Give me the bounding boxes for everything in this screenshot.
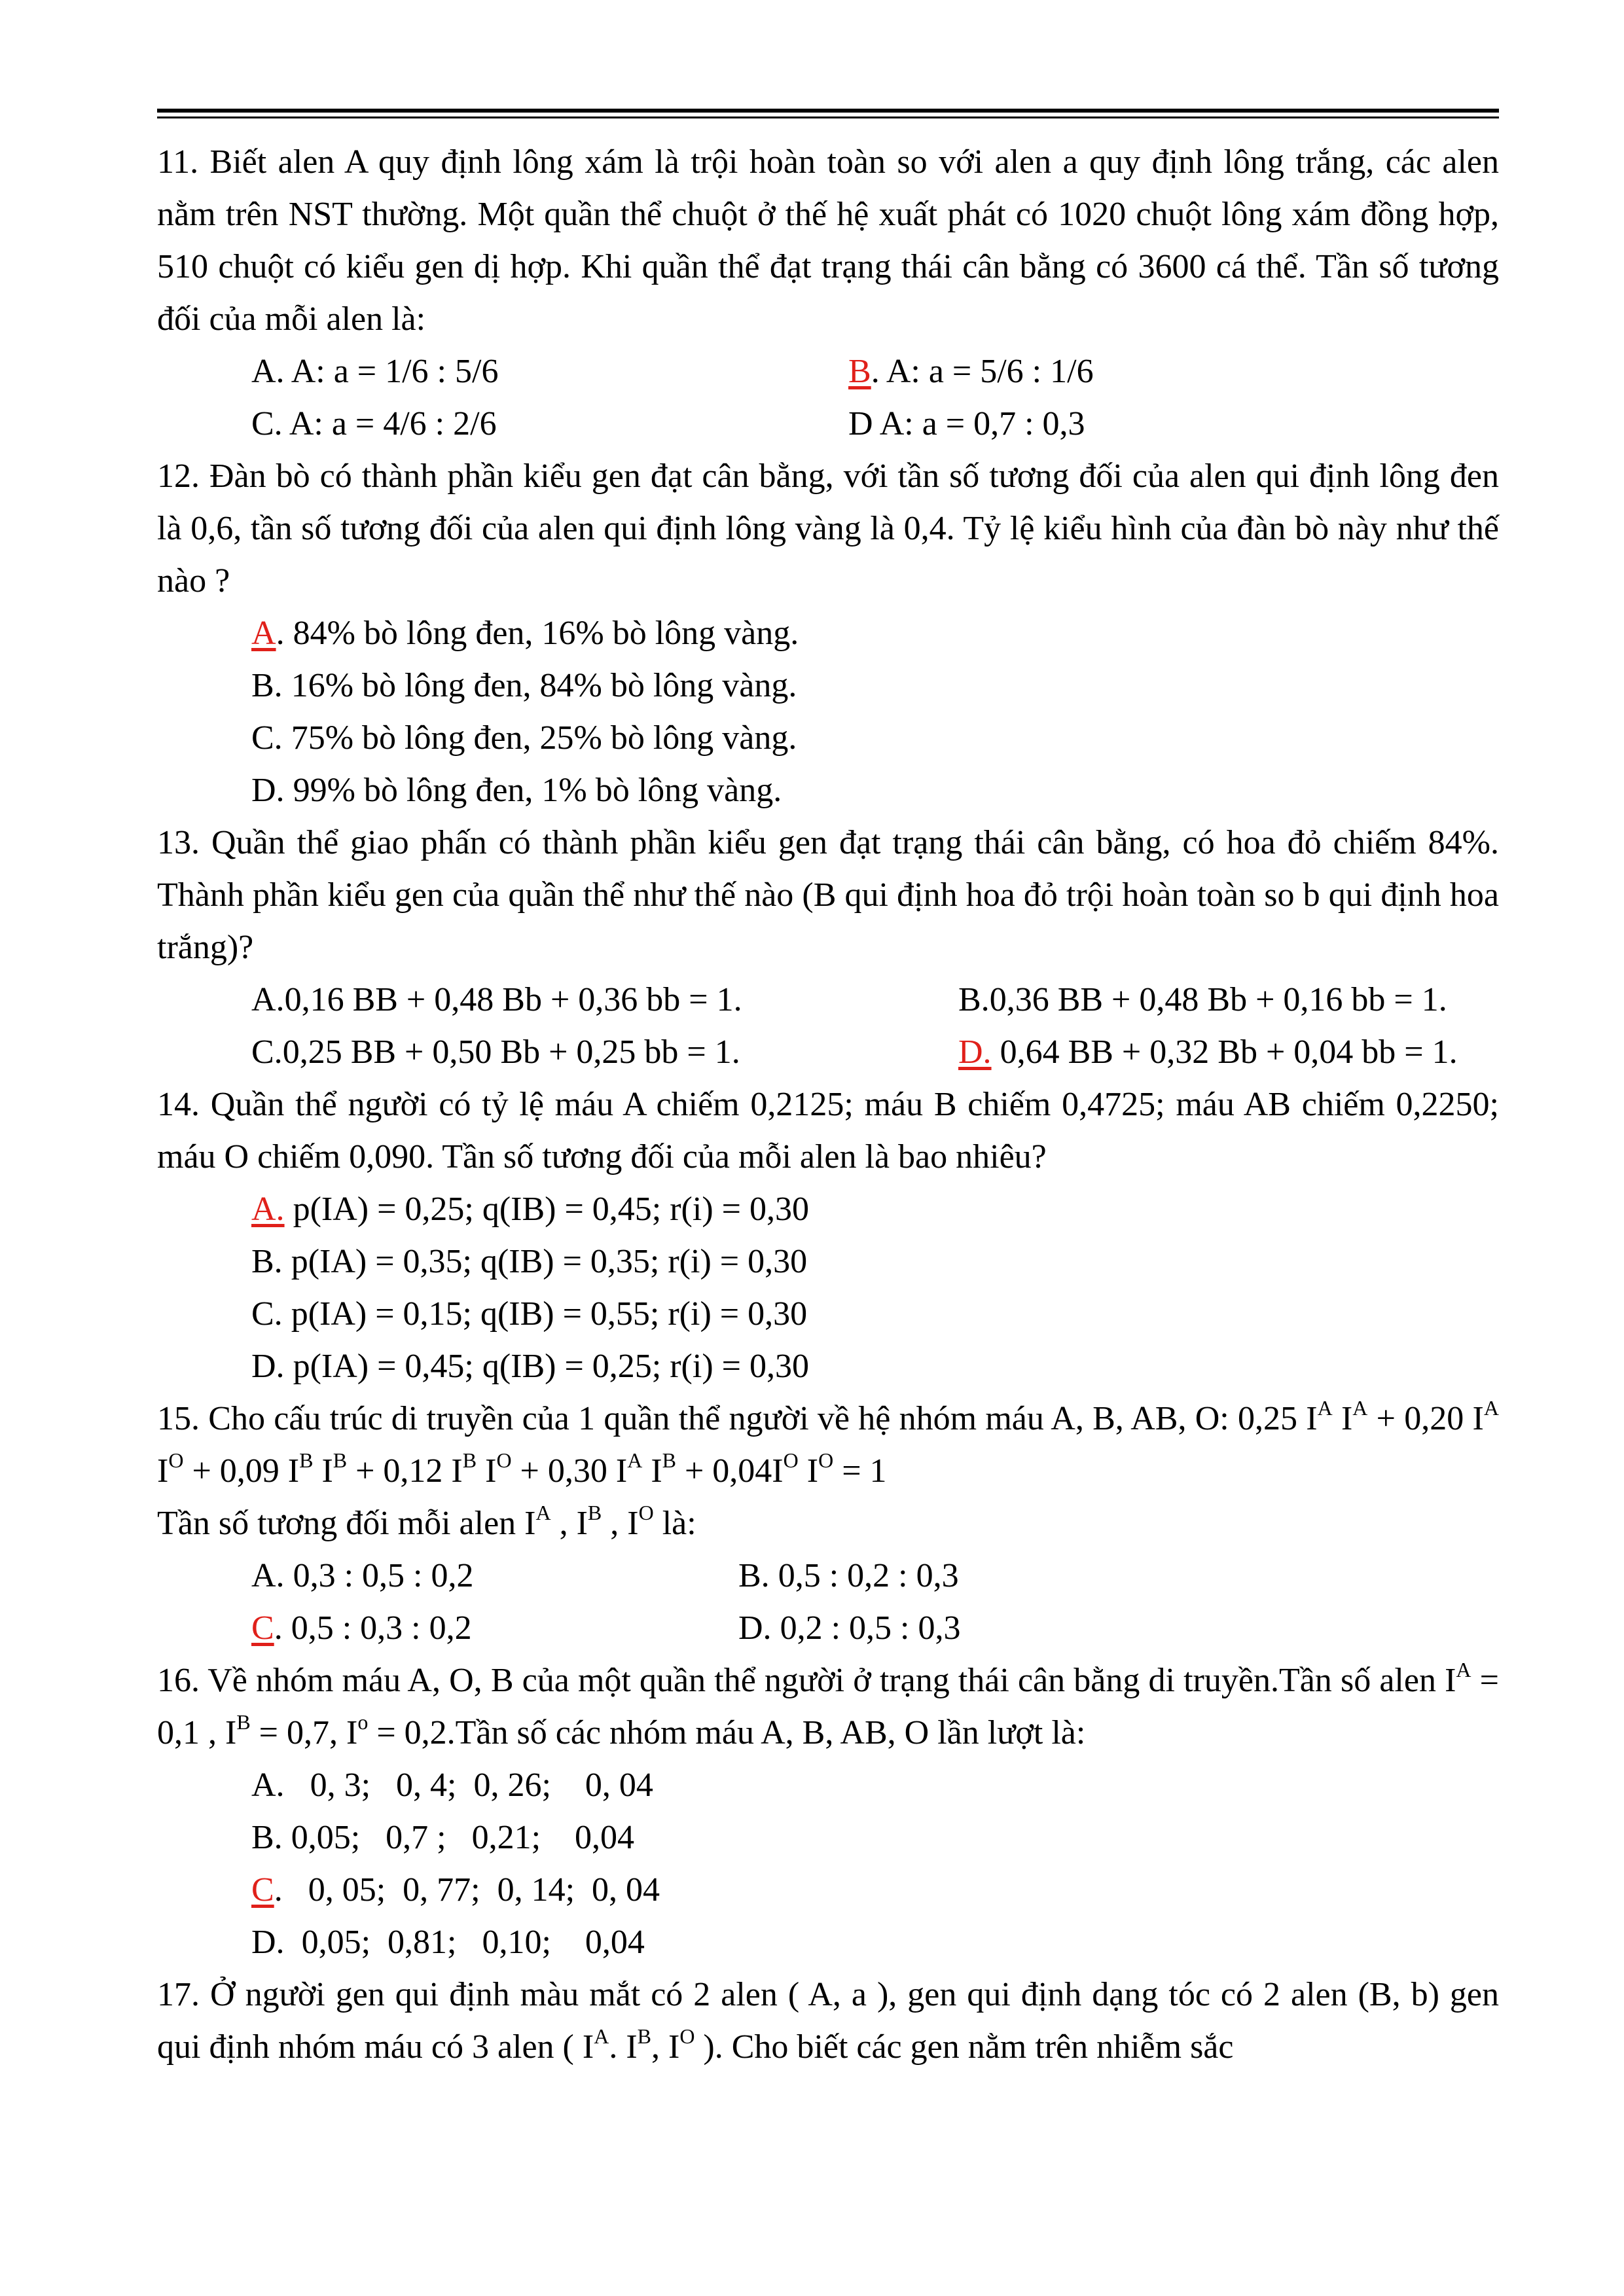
option-letter: A. (251, 1767, 285, 1804)
question-body: Quần thể người có tỷ lệ máu A chiếm 0,2125; máu B chiếm 0,4725; máu AB chiếm 0,2250; máu O chiếm 0,090. Tần số tương đối của mỗi alen là bao nhiêu? (157, 1086, 1500, 1175)
question-number: 14. (157, 1086, 200, 1123)
superscript: A (594, 2024, 609, 2048)
question-body: là: (653, 1505, 696, 1542)
option-text: . 0, 05; 0, 77; 0, 14; 0, 04 (274, 1871, 660, 1909)
option-letter: C. (251, 405, 283, 442)
question-body: . I (609, 2028, 638, 2066)
option-letter: D. (251, 1348, 285, 1385)
option-letter: B. (251, 667, 283, 704)
option-letter: A. (251, 353, 285, 390)
option-text: 0,36 BB + 0,48 Bb + 0,16 bb = 1. (989, 981, 1447, 1018)
superscript: o (357, 1710, 369, 1734)
superscript: O (679, 2024, 695, 2048)
option-text: 0,3 : 0,5 : 0,2 (284, 1557, 474, 1594)
option-row (251, 1602, 1499, 1655)
option-a (251, 974, 958, 1026)
question-body: ). Cho biết các gen nằm trên nhiễm sắc (695, 2028, 1234, 2066)
question-body: Biết alen A quy định lông xám là trội hoàn toàn so với alen a quy định lông trắng, các alen nằm trên NST thường. Một quần thể chuột ở thế hệ xuất phát có 1020 chuột lông xám đồng hợp, 510 chuột có kiểu gen dị hợp. Khi quần thể đạt trạng thái cân bằng có 3600 cá thể. Tần số tương đối của mỗi alen là: (157, 143, 1500, 338)
question-body: = 1 (833, 1452, 887, 1490)
option-b (251, 1236, 1499, 1288)
question-text (157, 1969, 1499, 2073)
option-c (251, 1026, 958, 1079)
superscript: A (1483, 1396, 1499, 1420)
option-text: 0,05; 0,81; 0,10; 0,04 (284, 1924, 645, 1961)
option-text: 0,05; 0,7 ; 0,21; 0,04 (282, 1819, 635, 1856)
option-text: . 0,5 : 0,3 : 0,2 (274, 1609, 472, 1647)
option-letter-correct: D. (958, 1033, 992, 1071)
question-body: , I (550, 1505, 588, 1542)
option-text: . A: a = 5/6 : 1/6 (871, 353, 1094, 390)
question-text (157, 1655, 1499, 1759)
superscript: B (236, 1710, 251, 1734)
question-14 (157, 1079, 1499, 1183)
question-number: 11. (157, 143, 199, 181)
option-a (251, 1183, 1499, 1236)
option-text: p(IA) = 0,25; q(IB) = 0,45; r(i) = 0,30 (284, 1191, 809, 1228)
option-c (251, 1602, 738, 1655)
option-letter-correct: B (848, 353, 871, 390)
question-15 (157, 1393, 1499, 1550)
question-text (157, 1079, 1499, 1183)
option-b (738, 1550, 959, 1602)
option-letter-correct: A. (251, 1191, 285, 1228)
question-number: 12. (157, 457, 200, 495)
superscript: B (662, 1448, 676, 1472)
question-17 (157, 1969, 1499, 2073)
question-text (157, 1393, 1499, 1498)
superscript: A (535, 1501, 551, 1524)
option-letter: B. (958, 981, 990, 1018)
option-letter: A. (251, 981, 285, 1018)
question-body: + 0,12 I (347, 1452, 463, 1490)
option-text: . 84% bò lông đen, 16% bò lông vàng. (276, 615, 799, 652)
superscript: A (1352, 1396, 1368, 1420)
option-d (958, 1026, 1458, 1079)
question-body: Đàn bò có thành phần kiểu gen đạt cân bằng, với tần số tương đối của alen qui định lông đen là 0,6, tần số tương đối của alen qui định lông vàng là 0,4. Tỷ lệ kiểu hình của đàn bò này như thế nào ? (157, 457, 1500, 600)
question-number: 17. (157, 1976, 200, 2013)
option-text: 0,64 BB + 0,32 Bb + 0,04 bb = 1. (991, 1033, 1458, 1071)
option-a (251, 607, 1499, 660)
option-b (251, 660, 1499, 712)
option-text: 0,2 : 0,5 : 0,3 (771, 1609, 961, 1647)
option-letter: B. (251, 1819, 283, 1856)
header-rule-thick (157, 109, 1499, 113)
question-body: I (798, 1452, 819, 1490)
option-letter: B. (251, 1243, 283, 1280)
option-letter: B. (738, 1557, 770, 1594)
option-letter: D. (738, 1609, 772, 1647)
question-body: + 0,04I (676, 1452, 784, 1490)
question-12 (157, 450, 1499, 607)
option-b (848, 346, 1094, 398)
header-rule-thin (157, 117, 1499, 118)
question-text (157, 450, 1499, 607)
option-letter: D (848, 405, 873, 442)
option-c (251, 1864, 1499, 1916)
option-b (251, 1812, 1499, 1864)
option-row (251, 1550, 1499, 1602)
option-text: 0,16 BB + 0,48 Bb + 0,36 bb = 1. (284, 981, 742, 1018)
question-body: = 0,7, I (250, 1714, 358, 1751)
superscript: B (587, 1501, 602, 1524)
option-letter-correct: A (251, 615, 276, 652)
question-body: + 0,20 I (1367, 1400, 1484, 1437)
superscript: O (496, 1448, 512, 1472)
option-d (251, 1340, 1499, 1393)
option-text: 0,5 : 0,2 : 0,3 (769, 1557, 959, 1594)
option-text: 0,25 BB + 0,50 Bb + 0,25 bb = 1. (282, 1033, 740, 1071)
superscript: B (299, 1448, 314, 1472)
question-body: , I (651, 2028, 680, 2066)
superscript: A (1456, 1658, 1471, 1681)
option-text: A: a = 4/6 : 2/6 (282, 405, 497, 442)
option-a (251, 346, 848, 398)
option-letter-correct: C (251, 1871, 274, 1909)
option-a (251, 1759, 1499, 1812)
question-text (157, 136, 1499, 346)
option-text: p(IA) = 0,35; q(IB) = 0,35; r(i) = 0,30 (282, 1243, 808, 1280)
question-body: , I (602, 1505, 639, 1542)
superscript: B (637, 2024, 651, 2048)
question-body: + 0,30 I (511, 1452, 628, 1490)
option-text: 99% bò lông đen, 1% bò lông vàng. (284, 772, 782, 809)
superscript: O (783, 1448, 799, 1472)
question-body: Cho cấu trúc di truyền của 1 quần thể người về hệ nhóm máu A, B, AB, O: 0,25 I (208, 1400, 1318, 1437)
option-text: p(IA) = 0,15; q(IB) = 0,55; r(i) = 0,30 (282, 1295, 808, 1333)
question-list (157, 136, 1499, 2073)
option-letter: D. (251, 772, 285, 809)
option-a (251, 1550, 738, 1602)
question-body: I (313, 1452, 333, 1490)
option-letter: C. (251, 719, 283, 757)
option-row (251, 974, 1499, 1026)
option-letter: C. (251, 1295, 283, 1333)
option-text: 75% bò lông đen, 25% bò lông vàng. (282, 719, 797, 757)
option-row (251, 346, 1499, 398)
superscript: O (638, 1501, 654, 1524)
option-text: A: a = 1/6 : 5/6 (284, 353, 499, 390)
option-row (251, 1026, 1499, 1079)
superscript: A (1317, 1396, 1333, 1420)
option-d (738, 1602, 960, 1655)
question-body: I (642, 1452, 662, 1490)
question-body: + 0,09 I (183, 1452, 300, 1490)
question-16 (157, 1655, 1499, 1759)
option-letter: D. (251, 1924, 285, 1961)
option-d (848, 398, 1085, 450)
option-c (251, 712, 1499, 764)
question-13 (157, 817, 1499, 974)
question-body: = 0,2.Tần số các nhóm máu A, B, AB, O lần lượt là: (368, 1714, 1086, 1751)
question-body: Ở người gen qui định màu mắt có 2 alen ( A, a ), gen qui định dạng tóc có 2 alen (B, b) gen qui định nhóm máu có 3 alen ( I (157, 1976, 1499, 2066)
option-letter: C. (251, 1033, 283, 1071)
question-body: I (477, 1452, 497, 1490)
option-letter: A. (251, 1557, 285, 1594)
question-body: I (1332, 1400, 1353, 1437)
option-text: A: a = 0,7 : 0,3 (873, 405, 1085, 442)
option-row (251, 398, 1499, 450)
question-body: I (157, 1452, 169, 1490)
option-b (958, 974, 1447, 1026)
option-text: 16% bò lông đen, 84% bò lông vàng. (282, 667, 797, 704)
option-d (251, 764, 1499, 817)
superscript: B (462, 1448, 477, 1472)
question-number: 15. (157, 1400, 200, 1437)
option-text: p(IA) = 0,45; q(IB) = 0,25; r(i) = 0,30 (284, 1348, 809, 1385)
question-number: 13. (157, 824, 200, 861)
superscript: O (818, 1448, 834, 1472)
option-text: 0, 3; 0, 4; 0, 26; 0, 04 (284, 1767, 653, 1804)
option-d (251, 1916, 1499, 1969)
superscript: B (333, 1448, 348, 1472)
question-text-line2 (157, 1498, 1499, 1550)
option-c (251, 1288, 1499, 1340)
question-body: Về nhóm máu A, O, B của một quần thể người ở trạng thái cân bằng di truyền.Tần số alen I (208, 1662, 1456, 1699)
question-body: Tần số tương đối mỗi alen I (157, 1505, 536, 1542)
question-11 (157, 136, 1499, 346)
question-text (157, 817, 1499, 974)
question-number: 16. (157, 1662, 200, 1699)
superscript: A (627, 1448, 643, 1472)
superscript: O (168, 1448, 184, 1472)
option-letter-correct: C (251, 1609, 274, 1647)
option-c (251, 398, 848, 450)
question-body: = 0,1 , I (157, 1662, 1500, 1751)
question-body: Quần thể giao phấn có thành phần kiểu gen đạt trạng thái cân bằng, có hoa đỏ chiếm 84%. Thành phần kiểu gen của quần thể như thế nào (B qui định hoa đỏ trội hoàn toàn so b qui định hoa trắng)? (157, 824, 1500, 966)
